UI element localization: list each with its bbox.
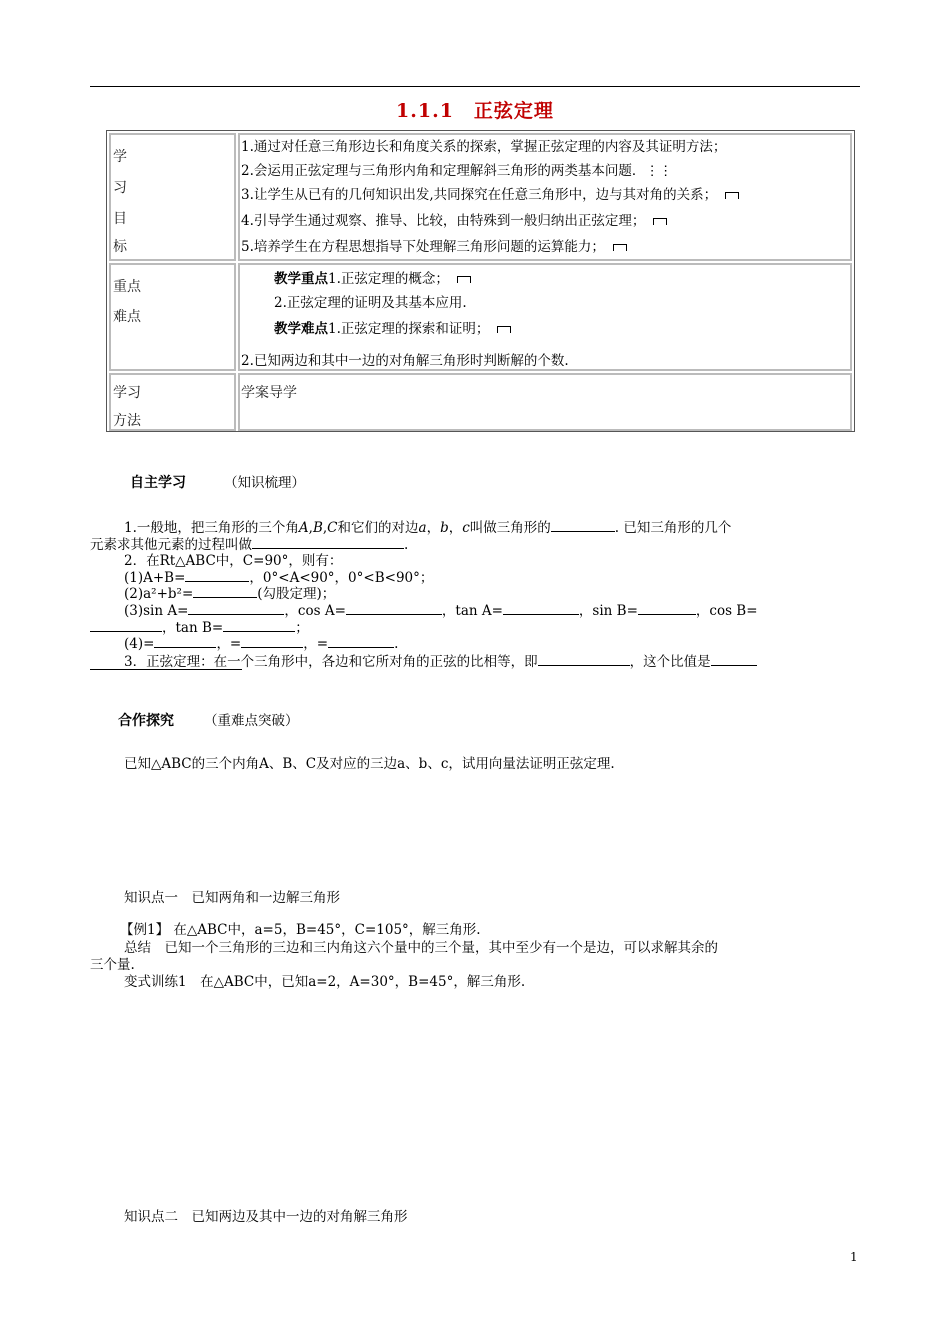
- kp2-heading: 知识点二 已知两边及其中一边的对角解三角形: [124, 1209, 408, 1225]
- page-number: 1: [850, 1250, 858, 1264]
- q2-4-blank-3: [328, 634, 394, 648]
- objective-item-5-line: [241, 235, 627, 259]
- objective-item-1: 1.通过对任意三角形边长和角度关系的探索，掌握正弦定理的内容及其证明方法；: [241, 139, 727, 155]
- correction-mark-icon: [497, 326, 511, 333]
- objectives-label-4: 标: [113, 239, 127, 255]
- coop-task: 已知△ABC的三个内角A、B、C及对应的三边a、b、c，试用向量法证明正弦定理.: [124, 756, 615, 772]
- header-rule: [90, 86, 860, 87]
- keypoints-label-cell: [109, 263, 236, 371]
- info-table: [106, 130, 855, 432]
- objective-item-2: 2.会运用正弦定理与三角形内角和定理解斜三角形的两类基本问题．⋮⋮: [241, 163, 673, 179]
- objectives-label-1: 学: [113, 149, 127, 165]
- difficulty-line-1: [274, 317, 511, 341]
- q1-text-c: 叫做三角形的: [469, 520, 551, 536]
- q1-line: 1.一般地，把三角形的三个角A,B,C和它们的对边a，b，c叫做三角形的 . 已知三角形的几个: [124, 520, 732, 536]
- objective-item-4-line: [241, 209, 667, 233]
- coop-subheading: （重难点突破）: [204, 713, 299, 729]
- q2-3-text-a: (3)sin A=: [124, 603, 189, 619]
- keypoints-label-1: 重点: [113, 279, 141, 295]
- method-label-cell: [109, 373, 236, 431]
- q3-blank-3: [90, 669, 242, 670]
- self-study-heading-line: [130, 471, 305, 492]
- q2-4-blank-1: [154, 634, 216, 648]
- q3-blank-1: [538, 652, 630, 666]
- q2-3-blank-1: [188, 601, 284, 615]
- method-label-1: 学习: [113, 385, 141, 401]
- q2-1-text-a: (1)A+B=: [124, 570, 186, 586]
- coop-heading-line: [118, 709, 299, 730]
- q2-3-blank-2: [346, 601, 442, 615]
- kp1-heading: 知识点一 已知两角和一边解三角形: [124, 890, 340, 906]
- q2-4-text-d: .: [394, 636, 399, 652]
- q3-line: [124, 650, 757, 670]
- objectives-label-cell: [109, 133, 236, 261]
- q1-text-e: 元素求其他元素的过程叫做: [90, 537, 252, 553]
- q3-text-a: 3．正弦定理：在一个三角形中，各边和它所对角的正弦的比相等，即: [124, 654, 538, 670]
- keypoints-label-2: 难点: [113, 309, 141, 325]
- objectives-label-3: 目: [113, 211, 127, 227]
- difficulty-item-1: 1.正弦定理的探索和证明；: [328, 321, 490, 337]
- self-study-subheading: （知识梳理）: [224, 475, 305, 491]
- q1-text-a: 1.一般地，把三角形的三个角: [124, 520, 299, 536]
- method-value: 学案导学: [241, 385, 297, 401]
- keypoints-content-cell: [238, 263, 852, 371]
- focus-item-1: 1.正弦定理的概念；: [328, 271, 449, 287]
- q2-3-blank-5: [90, 618, 162, 632]
- q1-text-b: 和它们的对边: [337, 520, 419, 536]
- objective-item-5: 5.培养学生在方程思想指导下处理解三角形问题的运算能力；: [241, 239, 605, 255]
- objective-item-4: 4.引导学生通过观察、推导、比较，由特殊到一般归纳出正弦定理；: [241, 213, 646, 229]
- correction-mark-icon: [457, 276, 471, 283]
- q2-3-text-g: ；: [295, 620, 309, 636]
- q2-line: 2．在Rt△ABC中，C=90°，则有：: [124, 553, 343, 569]
- correction-mark-icon: [613, 244, 627, 251]
- q2-3-blank-4: [638, 601, 696, 615]
- q2-3-text-e: ，cos B=: [695, 603, 758, 619]
- q1-blank-2: [252, 535, 404, 549]
- q1-text-end: .: [404, 537, 409, 553]
- q2-2-text-b: (勾股定理)；: [257, 586, 336, 602]
- objectives-content-cell: [238, 133, 852, 261]
- q1-blank-1: [551, 518, 615, 532]
- q2-4-text-b: ，=: [216, 636, 242, 652]
- difficulty-heading: 教学难点: [274, 321, 328, 337]
- q1-text-d: . 已知三角形的几个: [614, 520, 732, 536]
- objective-item-3-line: [241, 183, 739, 207]
- kp1-example: 【例1】 在△ABC中，a=5，B=45°，C=105°，解三角形.: [120, 922, 481, 938]
- q2-3-text-d: ，sin B=: [578, 603, 638, 619]
- focus-item-2: 2.正弦定理的证明及其基本应用.: [274, 295, 467, 311]
- coop-heading: 合作探究: [118, 713, 174, 729]
- difficulty-item-2: 2.已知两边和其中一边的对角解三角形时判断解的个数.: [241, 353, 569, 369]
- q2-3-blank-3: [503, 601, 579, 615]
- kp1-summary-1: 总结 已知一个三角形的三边和三内角这六个量中的三个量，其中至少有一个是边，可以求解其余的: [124, 940, 718, 956]
- q2-1-blank: [185, 568, 249, 582]
- correction-mark-icon: [653, 218, 667, 225]
- q2-4-text-a: (4)=: [124, 636, 155, 652]
- q2-4-blank-2: [241, 634, 303, 648]
- page-title: 1.1.1 正弦定理: [396, 100, 554, 122]
- q2-1-text-b: ，0°<A<90°，0°<B<90°；: [249, 570, 434, 586]
- kp1-practice: 变式训练1 在△ABC中，已知a=2，A=30°，B=45°，解三角形.: [124, 974, 526, 990]
- correction-mark-icon: [725, 192, 739, 199]
- q2-3-blank-6: [223, 618, 295, 632]
- q3-text-b: ，这个比值是: [629, 654, 711, 670]
- method-label-2: 方法: [113, 413, 141, 429]
- method-content-cell: [238, 373, 852, 431]
- q2-3-text-b: ，cos A=: [284, 603, 346, 619]
- q3-blank-2: [711, 652, 757, 666]
- q2-4-text-c: ，=: [303, 636, 329, 652]
- self-study-heading: 自主学习: [130, 475, 186, 491]
- q2-4-line: [124, 632, 398, 652]
- q2-2-blank: [193, 584, 257, 598]
- q2-3-text-f: ，tan B=: [162, 620, 224, 636]
- focus-heading: 教学重点: [274, 271, 328, 287]
- objective-item-3: 3.让学生从已有的几何知识出发,共同探究在任意三角形中，边与其对角的关系；: [241, 187, 718, 203]
- q2-3-text-c: ，tan A=: [441, 603, 503, 619]
- q2-2-text-a: (2)a²+b²=: [124, 586, 194, 602]
- objectives-label-2: 习: [113, 180, 127, 196]
- focus-line-1: [274, 267, 471, 291]
- kp1-summary-2: 三个量.: [90, 957, 135, 973]
